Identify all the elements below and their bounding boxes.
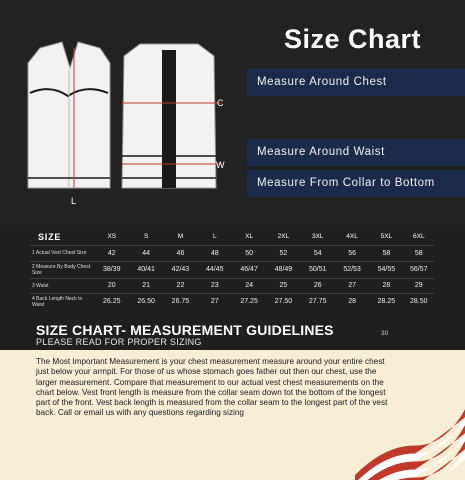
vest-front-illustration <box>28 42 110 188</box>
table-cell: 28.50 <box>404 293 434 310</box>
waist-label: W <box>216 160 225 170</box>
table-cell: 28 <box>369 278 403 293</box>
size-col-header: XS <box>107 233 117 241</box>
page-title: Size Chart <box>283 24 422 54</box>
table-cell: 27 <box>198 293 232 310</box>
table-cell: 28 <box>335 293 369 310</box>
table-cell: 56 <box>335 245 369 261</box>
guidelines-title: SIZE CHART- MEASUREMENT GUIDELINES <box>36 322 334 338</box>
vest-back-illustration <box>122 44 222 188</box>
table-cell: 23 <box>198 278 232 293</box>
measure-collar-bar: Measure From Collar to Bottom <box>247 170 465 197</box>
table-cell: 50 <box>232 245 266 261</box>
table-cell: 46 <box>163 245 197 261</box>
size-col-header: 3XL <box>311 233 324 241</box>
table-header-row <box>30 229 434 245</box>
size-col-header: 5XL <box>380 233 393 241</box>
row-label: 2 Measure By Body Chest Size <box>30 261 95 278</box>
table-cell: 52/53 <box>335 261 369 278</box>
measure-chest-bar: Measure Around Chest <box>247 69 465 96</box>
table-cell: 27 <box>335 278 369 293</box>
table-cell: 26.25 <box>95 293 129 310</box>
guidelines-subtitle: PLEASE READ FOR PROPER SIZING <box>36 337 202 347</box>
table-cell: 52 <box>266 245 300 261</box>
table-cell: 24 <box>232 278 266 293</box>
size-header: SIZE <box>38 231 62 242</box>
row-label: 4 Back Length Neck to Waist <box>30 293 95 310</box>
size-col-header: L <box>212 233 217 241</box>
row-label: 1 Actual Vest Chest Size <box>30 245 95 261</box>
table-cell: 26 <box>301 278 335 293</box>
size-col-header: 2XL <box>277 233 290 241</box>
table-cell: 42/43 <box>163 261 197 278</box>
table-cell: 20 <box>95 278 129 293</box>
table-cell: 25 <box>266 278 300 293</box>
table-cell: 48 <box>198 245 232 261</box>
table-row <box>30 245 434 261</box>
us-flag-decoration <box>355 395 465 480</box>
table-cell: 22 <box>163 278 197 293</box>
size-col-header: M <box>177 233 184 241</box>
table-cell: 38/39 <box>95 261 129 278</box>
stray-value: 30 <box>381 330 389 337</box>
table-cell: 44 <box>129 245 163 261</box>
table-cell: 21 <box>129 278 163 293</box>
table-row <box>30 278 434 293</box>
chest-label: C <box>217 98 224 108</box>
table-row <box>30 293 434 310</box>
table-cell: 28.25 <box>369 293 403 310</box>
table-cell: 48/49 <box>266 261 300 278</box>
table-cell: 54/55 <box>369 261 403 278</box>
size-col-header: S <box>143 233 149 241</box>
table-cell: 46/47 <box>232 261 266 278</box>
guidelines-text: The Most Important Measurement is your chest measurement measure around your entire chest just below your armpit. For those of us whose stomach goes father out then our chest, use the larger measurement. Compare that measurement to our actual vest chest measurements on the chart below. Vest front length is measure from the collar seam down tot the bottom of the longest part of the front. Vest back length is measured from the collar seam to the longest part of the vest back. Call or email us with any questions regarding sizing <box>36 357 388 418</box>
vest-diagram <box>10 38 240 208</box>
table-cell: 42 <box>95 245 129 261</box>
table-row <box>30 261 434 278</box>
table-cell: 58 <box>404 245 434 261</box>
size-col-header: 6XL <box>413 233 425 241</box>
measure-waist-bar: Measure Around Waist <box>247 139 465 166</box>
table-cell: 44/45 <box>198 261 232 278</box>
length-label: L <box>71 196 77 206</box>
table-cell: 29 <box>404 278 434 293</box>
size-table <box>30 229 434 310</box>
table-cell: 27.75 <box>301 293 335 310</box>
table-cell: 50/51 <box>301 261 335 278</box>
table-cell: 27.25 <box>232 293 266 310</box>
table-cell: 54 <box>301 245 335 261</box>
row-label: 3 Waist <box>30 278 95 293</box>
table-cell: 40/41 <box>129 261 163 278</box>
size-col-header: 4XL <box>346 233 358 241</box>
table-cell: 26.50 <box>129 293 163 310</box>
table-cell: 26.75 <box>163 293 197 310</box>
top-panel <box>0 0 465 225</box>
table-cell: 56/57 <box>404 261 434 278</box>
size-col-header: XL <box>245 233 254 241</box>
table-cell: 27.50 <box>266 293 300 310</box>
table-cell: 58 <box>369 245 403 261</box>
